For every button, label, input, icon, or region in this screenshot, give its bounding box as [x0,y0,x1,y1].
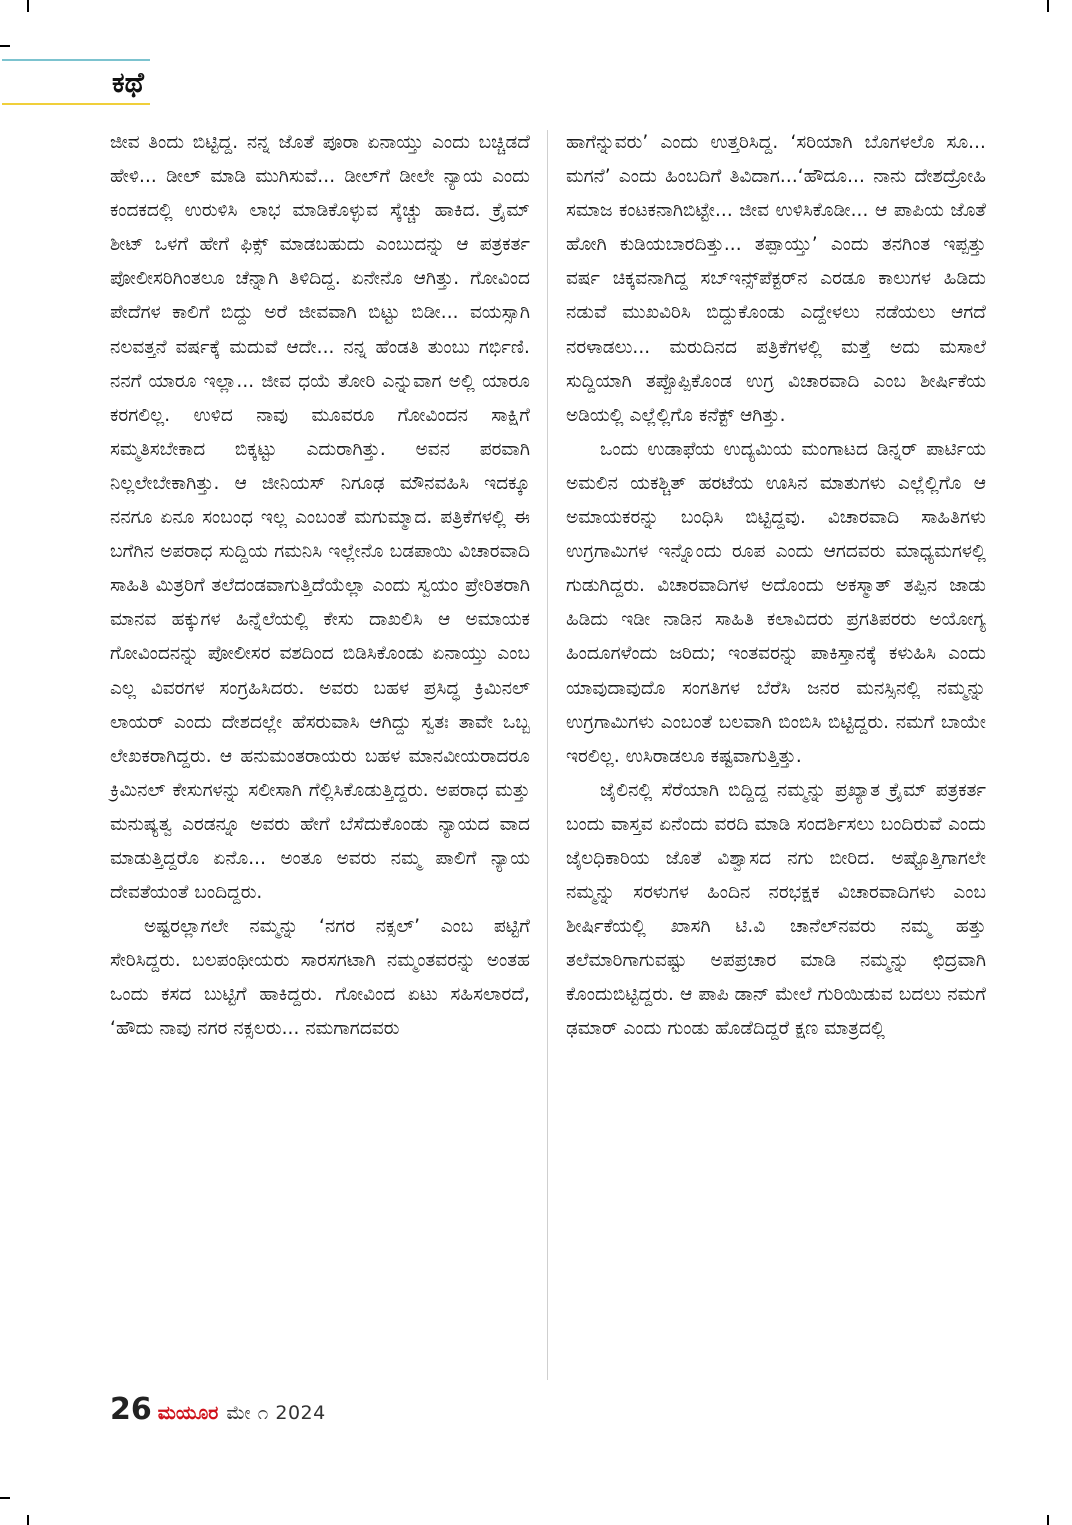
crop-mark [27,1515,29,1525]
left-column [110,126,530,1047]
paragraph: ಜೀವ ತಿಂದು ಬಿಟ್ಟಿದ್ದ. ನನ್ನ ಜೊತೆ ಪೂರಾ ಏನಾಯ್ತು ಎಂದು ಬಚ್ಚಿಡದೆ ಹೇಳಿ... ಡೀಲ್ ಮಾಡಿ ಮುಗಿಸುವೆ... ಡೀಲ್‌ಗೆ ಡೀಲೇ ನ್ಯಾಯ ಎಂದು ಕಂದಕದಲ್ಲಿ ಉರುಳಿಸಿ ಲಾಭ ಮಾಡಿಕೊಳ್ಳುವ ಸ್ಕೆಚ್ಚು ಹಾಕಿದ. ಕ್ರೈಮ್ ಶೀಟ್ ಒಳಗೆ ಹೇಗೆ ಫಿಕ್ಸ್ ಮಾಡಬಹುದು ಎಂಬುದನ್ನು ಆ ಪತ್ರಕರ್ತ ಪೋಲೀಸರಿಗಿಂತಲೂ ಚೆನ್ನಾಗಿ ತಿಳಿದಿದ್ದ. ಏನೇನೊ ಆಗಿತ್ತು. ಗೋವಿಂದ ಪೇದೆಗಳ ಕಾಲಿಗೆ ಬಿದ್ದು ಅರೆ ಜೀವವಾಗಿ ಬಿಟ್ಟು ಬಿಡೀ... ವಯಸ್ಸಾಗಿ ನಲವತ್ತನೆ ವರ್ಷಕ್ಕೆ ಮದುವೆ ಆದೇ... ನನ್ನ ಹೆಂಡತಿ ತುಂಬು ಗರ್ಭಿಣಿ. ನನಗೆ ಯಾರೂ ಇಲ್ಲಾ... ಜೀವ ಧಯೆ ತೋರಿ ಎನ್ನುವಾಗ ಅಲ್ಲಿ ಯಾರೂ ಕರಗಲಿಲ್ಲ. ಉಳಿದ ನಾವು ಮೂವರೂ ಗೋವಿಂದನ ಸಾಕ್ಷಿಗೆ ಸಮ್ಮತಿಸಬೇಕಾದ ಬಿಕ್ಕಟ್ಟು ಎದುರಾಗಿತ್ತು. ಅವನ ಪರವಾಗಿ ನಿಲ್ಲಲೇಬೇಕಾಗಿತ್ತು. ಆ ಜೀನಿಯಸ್ ನಿಗೂಢ ಮೌನವಹಿಸಿ ಇದಕ್ಕೂ ನನಗೂ ಏನೂ ಸಂಬಂಧ ಇಲ್ಲ ಎಂಬಂತೆ ಮಗುಮ್ಮಾದ. ಪತ್ರಿಕೆಗಳಲ್ಲಿ ಈ ಬಗೆಗಿನ ಅಪರಾಧ ಸುದ್ದಿಯ ಗಮನಿಸಿ ಇಲ್ಲೇನೊ ಬಡಪಾಯಿ ವಿಚಾರವಾದಿ ಸಾಹಿತಿ ಮಿತ್ರರಿಗೆ ತಲೆದಂಡವಾಗುತ್ತಿದೆಯೆಲ್ಲಾ ಎಂದು ಸ್ವಯಂ ಪ್ರೇರಿತರಾಗಿ ಮಾನವ ಹಕ್ಕುಗಳ ಹಿನ್ನೆಲೆಯಲ್ಲಿ ಕೇಸು ದಾಖಲಿಸಿ ಆ ಅಮಾಯಕ ಗೋವಿಂದನನ್ನು ಪೋಲೀಸರ ವಶದಿಂದ ಬಿಡಿಸಿಕೊಂಡು ಏನಾಯ್ತು ಎಂಬ ಎಲ್ಲ ವಿವರಗಳ ಸಂಗ್ರಹಿಸಿದರು. ಅವರು ಬಹಳ ಪ್ರಸಿದ್ಧ ಕ್ರಿಮಿನಲ್ ಲಾಯರ್ ಎಂದು ದೇಶದಲ್ಲೇ ಹೆಸರುವಾಸಿ ಆಗಿದ್ದು ಸ್ವತಃ ತಾವೇ ಒಬ್ಬ ಲೇಖಕರಾಗಿದ್ದರು. ಆ ಹನುಮಂತರಾಯರು ಬಹಳ ಮಾನವೀಯರಾದರೂ ಕ್ರಿಮಿನಲ್ ಕೇಸುಗಳನ್ನು ಸಲೀಸಾಗಿ ಗೆಲ್ಲಿಸಿಕೊಡುತ್ತಿದ್ದರು. ಅಪರಾಧ ಮತ್ತು ಮನುಷ್ಯತ್ವ ಎರಡನ್ನೂ ಅವರು ಹೇಗೆ ಬೆಸೆದುಕೊಂಡು ನ್ಯಾಯದ ವಾದ ಮಾಡುತ್ತಿದ್ದರೊ ಏನೊ... ಅಂತೂ ಅವರು ನಮ್ಮ ಪಾಲಿಗೆ ನ್ಯಾಯ ದೇವತೆಯಂತೆ ಬಂದಿದ್ದರು. [110,132,530,904]
issue-date: ಮೇ ೧ 2024 [226,1402,326,1424]
crop-mark [1047,1515,1049,1525]
crop-mark [0,45,10,47]
magazine-logo: ಮಯೂರ [157,1402,219,1424]
right-column [566,126,986,1047]
page-footer [110,1392,326,1432]
paragraph: ಹಾಗೆನ್ನುವರು’ ಎಂದು ಉತ್ತರಿಸಿದ್ದ. ‘ಸರಿಯಾಗಿ ಬೊಗಳಲೊ ಸೂ... ಮಗನೆ’ ಎಂದು ಹಿಂಬದಿಗೆ ತಿವಿದಾಗ...‘ಹೌದೂ... ನಾನು ದೇಶದ್ರೋಹಿ ಸಮಾಜ ಕಂಟಕನಾಗಿಬಿಟ್ಟೇ... ಜೀವ ಉಳಿಸಿಕೊಡೀ... ಆ ಪಾಪಿಯ ಜೊತೆ ಹೋಗಿ ಕುಡಿಯಬಾರದಿತ್ತು... ತಪ್ಪಾಯ್ತು’ ಎಂದು ತನಗಿಂತ ಇಪ್ಪತ್ತು ವರ್ಷ ಚಿಕ್ಕವನಾಗಿದ್ದ ಸಬ್‌ಇನ್ಸ್‌ಪೆಕ್ಟರ್‌ನ ಎರಡೂ ಕಾಲುಗಳ ಹಿಡಿದು ನಡುವೆ ಮುಖವಿರಿಸಿ ಬಿದ್ದುಕೊಂಡು ಎದ್ದೇಳಲು ನಡೆಯಲು ಆಗದೆ ನರಳಾಡಲು... ಮರುದಿನದ ಪತ್ರಿಕೆಗಳಲ್ಲಿ ಮತ್ತೆ ಅದು ಮಸಾಲೆ ಸುದ್ದಿಯಾಗಿ ತಪ್ಪೊಪ್ಪಿಕೊಂಡ ಉಗ್ರ ವಿಚಾರವಾದಿ ಎಂಬ ಶೀರ್ಷಿಕೆಯ ಅಡಿಯಲ್ಲಿ ಎಲ್ಲೆಲ್ಲಿಗೊ ಕನೆಕ್ಟ್ ಆಗಿತ್ತು. [566,132,986,426]
paragraph: ಜೈಲಿನಲ್ಲಿ ಸೆರೆಯಾಗಿ ಬಿದ್ದಿದ್ದ ನಮ್ಮನ್ನು ಪ್ರಖ್ಯಾತ ಕ್ರೈಮ್ ಪತ್ರಕರ್ತ ಬಂದು ವಾಸ್ತವ ಏನೆಂದು ವರದಿ ಮಾಡಿ ಸಂದರ್ಶಿಸಲು ಬಂದಿರುವೆ ಎಂದು ಜೈಲಧಿಕಾರಿಯ ಜೊತೆ ವಿಶ್ವಾಸದ ನಗು ಬೀರಿದ. ಅಷ್ಟೊತ್ತಿಗಾಗಲೇ ನಮ್ಮನ್ನು ಸರಳುಗಳ ಹಿಂದಿನ ನರಭಕ್ಷಕ ವಿಚಾರವಾದಿಗಳು ಎಂಬ ಶೀರ್ಷಿಕೆಯಲ್ಲಿ ಖಾಸಗಿ ಟಿ.ವಿ ಚಾನೆಲ್‌ನವರು ನಮ್ಮ ಹತ್ತು ತಲೆಮಾರಿಗಾಗುವಷ್ಟು ಅಪಪ್ರಚಾರ ಮಾಡಿ ನಮ್ಮನ್ನು ಛಿದ್ರವಾಗಿ ಕೊಂದುಬಿಟ್ಟಿದ್ದರು. ಆ ಪಾಪಿ ಡಾನ್ ಮೇಲೆ ಗುರಿಯಿಡುವ ಬದಲು ನಮಗೆ ಢಮಾರ್ ಎಂದು ಗುಂಡು ಹೊಡೆದಿದ್ದರೆ ಕ್ಷಣ ಮಾತ್ರದಲ್ಲಿ [566,779,986,1040]
header-rule-top [2,59,150,61]
paragraph: ಅಷ್ಟರಲ್ಲಾಗಲೇ ನಮ್ಮನ್ನು ‘ನಗರ ನಕ್ಸಲ್’ ಎಂಬ ಪಟ್ಟಿಗೆ ಸೇರಿಸಿದ್ದರು. ಬಲಪಂಥೀಯರು ಸಾರಸಗಟಾಗಿ ನಮ್ಮಂತವರನ್ನು ಅಂತಹ ಒಂದು ಕಸದ ಬುಟ್ಟಿಗೆ ಹಾಕಿದ್ದರು. ಗೋವಿಂದ ಏಟು ಸಹಿಸಲಾರದೆ, ‘ಹೌದು ನಾವು ನಗರ ನಕ್ಸಲರು... ನಮಗಾಗದವರು [110,916,530,1040]
crop-mark [1047,0,1049,12]
paragraph: ಒಂದು ಉಡಾಫೆಯ ಉದ್ಯಮಿಯ ಮಂಗಾಟದ ಡಿನ್ನರ್ ಪಾರ್ಟಿಯ ಅಮಲಿನ ಯಕಶ್ಚಿತ್ ಹರಟೆಯ ಊಸಿನ ಮಾತುಗಳು ಎಲ್ಲೆಲ್ಲಿಗೊ ಆ ಅಮಾಯಕರನ್ನು ಬಂಧಿಸಿ ಬಿಟ್ಟಿದ್ದವು. ವಿಚಾರವಾದಿ ಸಾಹಿತಿಗಳು ಉಗ್ರಗಾಮಿಗಳ ಇನ್ನೊಂದು ರೂಪ ಎಂದು ಆಗದವರು ಮಾಧ್ಯಮಗಳಲ್ಲಿ ಗುಡುಗಿದ್ದರು. ವಿಚಾರವಾದಿಗಳ ಅದೊಂದು ಅಕಸ್ಮಾತ್ ತಪ್ಪಿನ ಜಾಡು ಹಿಡಿದು ಇಡೀ ನಾಡಿನ ಸಾಹಿತಿ ಕಲಾವಿದರು ಪ್ರಗತಿಪರರು ಅಯೋಗ್ಯ ಹಿಂದೂಗಳೆಂದು ಜರಿದು; ಇಂತವರನ್ನು ಪಾಕಿಸ್ತಾನಕ್ಕೆ ಕಳುಹಿಸಿ ಎಂದು ಯಾವುದಾವುದೊ ಸಂಗತಿಗಳ ಬೆರೆಸಿ ಜನರ ಮನಸ್ಸಿನಲ್ಲಿ ನಮ್ಮನ್ನು ಉಗ್ರಗಾಮಿಗಳು ಎಂಬಂತೆ ಬಲವಾಗಿ ಬಿಂಬಿಸಿ ಬಿಟ್ಟಿದ್ದರು. ನಮಗೆ ಬಾಯೇ ಇರಲಿಲ್ಲ. ಉಸಿರಾಡಲೂ ಕಷ್ಟವಾಗುತ್ತಿತ್ತು. [566,438,986,767]
page-number: 26 [110,1392,152,1427]
column-divider [547,130,548,1380]
crop-mark [0,1497,10,1499]
header-rule-bottom [2,103,150,105]
section-title: ಕಥೆ [112,66,144,99]
crop-mark [27,0,29,12]
